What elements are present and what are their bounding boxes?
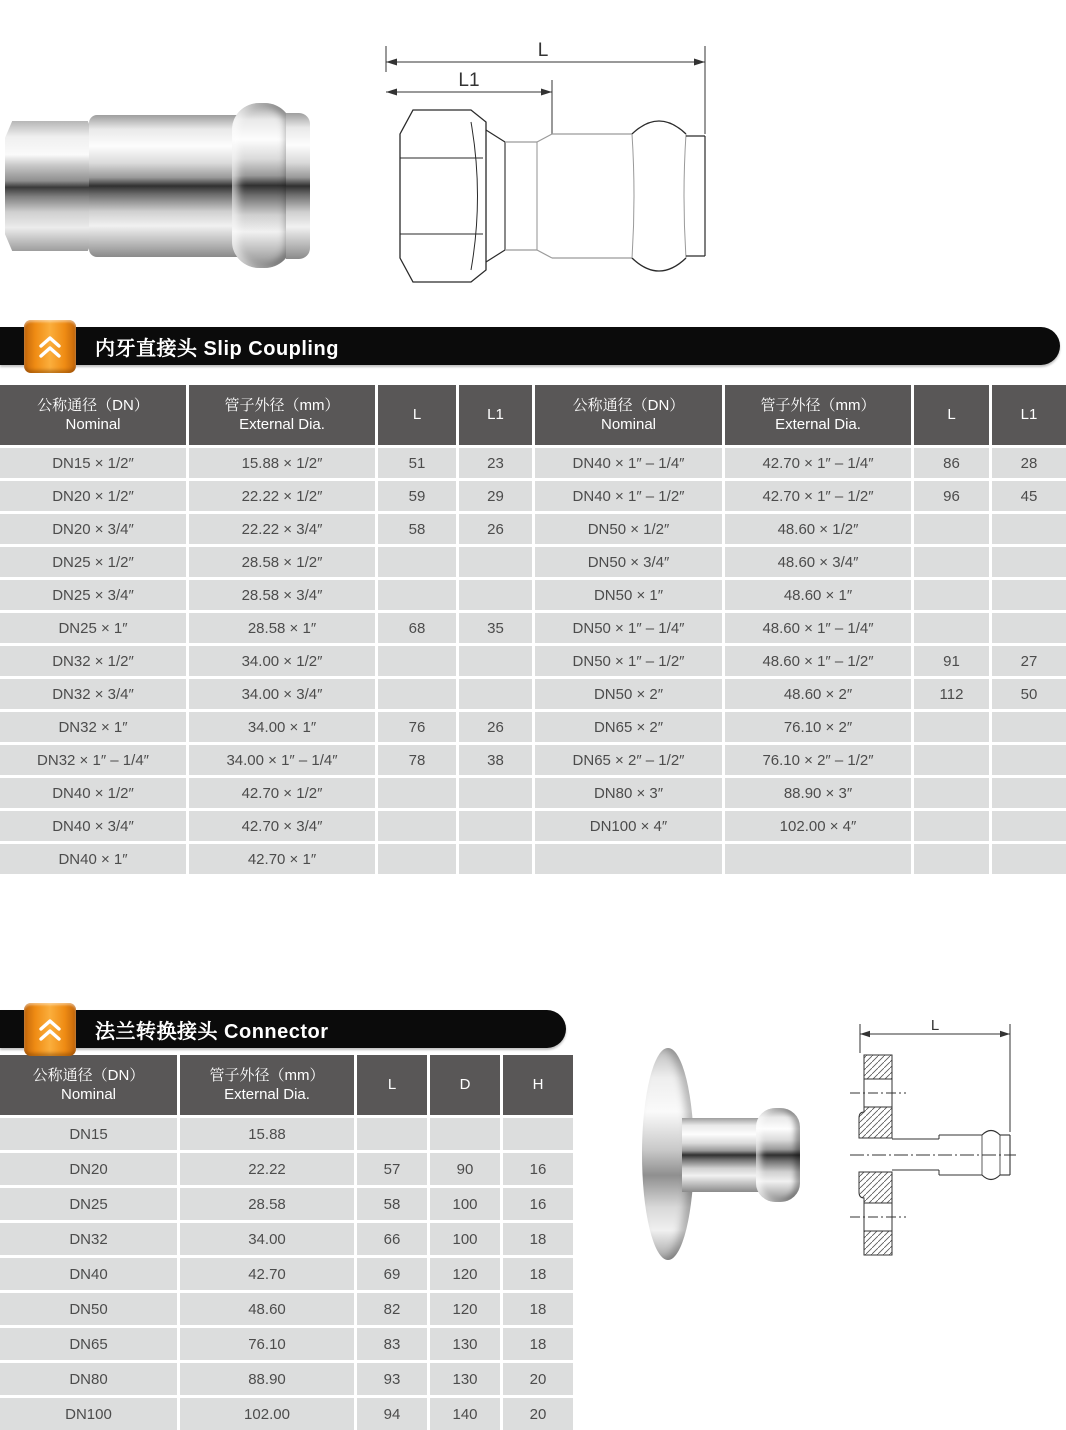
table-cell: 15.88 × 1/2″ bbox=[189, 448, 375, 478]
section-title: 法兰转换接头 Connector bbox=[95, 1020, 329, 1043]
table-cell: DN65 × 2″ bbox=[535, 712, 722, 742]
connector-drawing bbox=[848, 1017, 1018, 1270]
table-cell: DN32 × 1/2″ bbox=[0, 646, 186, 676]
table-cell bbox=[503, 1118, 573, 1150]
table-cell: 94 bbox=[357, 1398, 427, 1430]
table-cell: DN15 bbox=[0, 1118, 177, 1150]
table-cell bbox=[378, 778, 456, 808]
table-cell: DN32 × 1″ bbox=[0, 712, 186, 742]
column-header: L bbox=[357, 1055, 427, 1115]
table-cell: DN40 bbox=[0, 1258, 177, 1290]
table-cell: 28.58 × 1/2″ bbox=[189, 547, 375, 577]
slip-coupling-table bbox=[0, 385, 1066, 874]
photo-end-cap bbox=[286, 113, 310, 259]
table-cell bbox=[992, 811, 1066, 841]
chevron-up-double-icon bbox=[37, 1017, 63, 1043]
table-cell: 22.22 bbox=[180, 1153, 354, 1185]
table-cell: 58 bbox=[357, 1188, 427, 1220]
table-cell bbox=[357, 1118, 427, 1150]
table-cell: 140 bbox=[430, 1398, 500, 1430]
table-cell: 88.90 × 3″ bbox=[725, 778, 911, 808]
table-cell: 51 bbox=[378, 448, 456, 478]
table-cell: 45 bbox=[992, 481, 1066, 511]
table-cell: 28.58 bbox=[180, 1188, 354, 1220]
table-cell: DN25 × 1″ bbox=[0, 613, 186, 643]
table-cell: 102.00 × 4″ bbox=[725, 811, 911, 841]
table-cell bbox=[430, 1118, 500, 1150]
table-cell: 112 bbox=[914, 679, 989, 709]
table-cell bbox=[459, 547, 532, 577]
table-cell: DN50 × 1″ bbox=[535, 580, 722, 610]
table-cell bbox=[992, 580, 1066, 610]
table-cell: 18 bbox=[503, 1223, 573, 1255]
photo-body bbox=[89, 115, 239, 257]
table-cell: 22.22 × 1/2″ bbox=[189, 481, 375, 511]
table-cell: 20 bbox=[503, 1398, 573, 1430]
table-cell bbox=[378, 844, 456, 874]
table-cell: 48.60 × 1″ – 1/2″ bbox=[725, 646, 911, 676]
column-header: D bbox=[430, 1055, 500, 1115]
table-cell: 82 bbox=[357, 1293, 427, 1325]
table-cell: 18 bbox=[503, 1258, 573, 1290]
table-cell bbox=[914, 547, 989, 577]
photo-press-bulge bbox=[232, 103, 292, 268]
table-cell: 76.10 × 2″ bbox=[725, 712, 911, 742]
table-cell: DN50 × 3/4″ bbox=[535, 547, 722, 577]
table-cell: 27 bbox=[992, 646, 1066, 676]
table-cell: DN20 × 1/2″ bbox=[0, 481, 186, 511]
table-cell: 120 bbox=[430, 1258, 500, 1290]
table-cell: DN40 × 3/4″ bbox=[0, 811, 186, 841]
table-cell: 66 bbox=[357, 1223, 427, 1255]
table-cell bbox=[914, 811, 989, 841]
column-header: L1 bbox=[459, 385, 532, 445]
table-cell: 130 bbox=[430, 1328, 500, 1360]
table-cell bbox=[992, 712, 1066, 742]
table-cell bbox=[992, 613, 1066, 643]
table-cell bbox=[459, 844, 532, 874]
table-cell: 28 bbox=[992, 448, 1066, 478]
table-cell: DN50 × 1/2″ bbox=[535, 514, 722, 544]
table-cell: DN32 × 1″ – 1/4″ bbox=[0, 745, 186, 775]
column-header: 公称通径（DN） Nominal bbox=[0, 1055, 177, 1115]
table-cell: DN40 × 1″ – 1/4″ bbox=[535, 448, 722, 478]
table-cell: DN65 × 2″ – 1/2″ bbox=[535, 745, 722, 775]
table-cell bbox=[459, 679, 532, 709]
table-cell: 78 bbox=[378, 745, 456, 775]
table-cell: 20 bbox=[503, 1363, 573, 1395]
table-cell: DN50 bbox=[0, 1293, 177, 1325]
table-cell: DN40 × 1″ bbox=[0, 844, 186, 874]
table-cell: DN20 bbox=[0, 1153, 177, 1185]
table-cell: 48.60 × 1″ – 1/4″ bbox=[725, 613, 911, 643]
photo-hex-nut bbox=[5, 121, 95, 251]
table-cell: 42.70 × 1″ – 1/4″ bbox=[725, 448, 911, 478]
table-cell: 59 bbox=[378, 481, 456, 511]
table-cell: DN50 × 2″ bbox=[535, 679, 722, 709]
column-header: L bbox=[914, 385, 989, 445]
section-title: 内牙直接头 Slip Coupling bbox=[95, 337, 339, 360]
table-cell: 16 bbox=[503, 1188, 573, 1220]
table-cell: 69 bbox=[357, 1258, 427, 1290]
table-cell: 23 bbox=[459, 448, 532, 478]
column-header: 管子外径（mm） External Dia. bbox=[725, 385, 911, 445]
table-cell: 42.70 bbox=[180, 1258, 354, 1290]
table-cell bbox=[914, 613, 989, 643]
table-cell bbox=[992, 844, 1066, 874]
table-cell: 42.70 × 3/4″ bbox=[189, 811, 375, 841]
table-cell: 18 bbox=[503, 1293, 573, 1325]
column-header: 管子外径（mm） External Dia. bbox=[189, 385, 375, 445]
table-cell bbox=[725, 844, 911, 874]
table-cell: 34.00 × 1″ bbox=[189, 712, 375, 742]
table-cell bbox=[992, 514, 1066, 544]
table-cell: 48.60 × 3/4″ bbox=[725, 547, 911, 577]
table-cell: 28.58 × 3/4″ bbox=[189, 580, 375, 610]
table-cell: DN25 × 3/4″ bbox=[0, 580, 186, 610]
slip-coupling-drawing bbox=[383, 38, 708, 288]
table-cell: 88.90 bbox=[180, 1363, 354, 1395]
table-cell: 102.00 bbox=[180, 1398, 354, 1430]
table-cell: DN65 bbox=[0, 1328, 177, 1360]
table-cell: 48.60 × 2″ bbox=[725, 679, 911, 709]
connector-table bbox=[0, 1055, 573, 1430]
table-cell: 120 bbox=[430, 1293, 500, 1325]
table-cell bbox=[914, 514, 989, 544]
table-cell bbox=[378, 679, 456, 709]
table-cell: 50 bbox=[992, 679, 1066, 709]
table-cell: 76.10 × 2″ – 1/2″ bbox=[725, 745, 911, 775]
table-cell: DN15 × 1/2″ bbox=[0, 448, 186, 478]
table-cell: 18 bbox=[503, 1328, 573, 1360]
table-cell: DN32 × 3/4″ bbox=[0, 679, 186, 709]
dim-label-L: L bbox=[930, 1017, 940, 1034]
table-cell: 48.60 bbox=[180, 1293, 354, 1325]
table-cell: DN25 × 1/2″ bbox=[0, 547, 186, 577]
table-cell: DN50 × 1″ – 1/4″ bbox=[535, 613, 722, 643]
table-cell bbox=[535, 844, 722, 874]
table-cell: 68 bbox=[378, 613, 456, 643]
table-cell: 86 bbox=[914, 448, 989, 478]
table-cell bbox=[914, 778, 989, 808]
table-cell: 100 bbox=[430, 1223, 500, 1255]
table-cell: 57 bbox=[357, 1153, 427, 1185]
table-cell bbox=[992, 547, 1066, 577]
table-cell bbox=[378, 811, 456, 841]
table-cell bbox=[459, 778, 532, 808]
table-cell: 34.00 × 1″ – 1/4″ bbox=[189, 745, 375, 775]
table-cell: 42.70 × 1″ – 1/2″ bbox=[725, 481, 911, 511]
table-cell bbox=[378, 547, 456, 577]
table-cell: DN40 × 1″ – 1/2″ bbox=[535, 481, 722, 511]
table-cell bbox=[914, 745, 989, 775]
table-cell: 93 bbox=[357, 1363, 427, 1395]
table-cell: 38 bbox=[459, 745, 532, 775]
table-cell: 48.60 × 1″ bbox=[725, 580, 911, 610]
column-header: 公称通径（DN） Nominal bbox=[0, 385, 186, 445]
table-cell: 100 bbox=[430, 1188, 500, 1220]
table-cell: 15.88 bbox=[180, 1118, 354, 1150]
table-cell bbox=[459, 646, 532, 676]
table-cell: 42.70 × 1/2″ bbox=[189, 778, 375, 808]
table-cell: DN80 × 3″ bbox=[535, 778, 722, 808]
table-cell: 34.00 × 1/2″ bbox=[189, 646, 375, 676]
column-header: L bbox=[378, 385, 456, 445]
table-cell: 42.70 × 1″ bbox=[189, 844, 375, 874]
table-cell bbox=[914, 580, 989, 610]
table-cell bbox=[992, 745, 1066, 775]
table-cell bbox=[459, 580, 532, 610]
table-cell: 58 bbox=[378, 514, 456, 544]
table-cell: 48.60 × 1/2″ bbox=[725, 514, 911, 544]
table-cell bbox=[914, 844, 989, 874]
column-header: 公称通径（DN） Nominal bbox=[535, 385, 722, 445]
table-cell bbox=[914, 712, 989, 742]
table-cell: DN40 × 1/2″ bbox=[0, 778, 186, 808]
column-header: 管子外径（mm） External Dia. bbox=[180, 1055, 354, 1115]
table-cell: 16 bbox=[503, 1153, 573, 1185]
connector-photo bbox=[638, 1048, 818, 1263]
table-cell: 35 bbox=[459, 613, 532, 643]
section-badge bbox=[24, 1003, 76, 1056]
slip-coupling-photo bbox=[5, 103, 310, 268]
table-cell: 130 bbox=[430, 1363, 500, 1395]
column-header: H bbox=[503, 1055, 573, 1115]
table-cell: 26 bbox=[459, 712, 532, 742]
table-cell: 28.58 × 1″ bbox=[189, 613, 375, 643]
table-cell: 90 bbox=[430, 1153, 500, 1185]
table-cell: 76 bbox=[378, 712, 456, 742]
table-cell: 34.00 × 3/4″ bbox=[189, 679, 375, 709]
table-cell: 29 bbox=[459, 481, 532, 511]
table-cell: DN100 × 4″ bbox=[535, 811, 722, 841]
photo-hub bbox=[682, 1118, 762, 1192]
table-cell: DN100 bbox=[0, 1398, 177, 1430]
photo-press-bulge bbox=[756, 1108, 800, 1202]
table-cell: 96 bbox=[914, 481, 989, 511]
table-cell: 34.00 bbox=[180, 1223, 354, 1255]
table-cell: 22.22 × 3/4″ bbox=[189, 514, 375, 544]
section-badge bbox=[24, 320, 76, 373]
table-cell: DN20 × 3/4″ bbox=[0, 514, 186, 544]
section-banner-connector bbox=[0, 1010, 566, 1048]
section-banner-slip-coupling bbox=[0, 327, 1060, 365]
table-cell bbox=[459, 811, 532, 841]
dim-label-L1: L1 bbox=[458, 70, 480, 91]
table-cell: DN32 bbox=[0, 1223, 177, 1255]
column-header: L1 bbox=[992, 385, 1066, 445]
table-cell: DN25 bbox=[0, 1188, 177, 1220]
table-cell: DN50 × 1″ – 1/2″ bbox=[535, 646, 722, 676]
table-cell: 91 bbox=[914, 646, 989, 676]
table-cell bbox=[378, 580, 456, 610]
table-cell: 76.10 bbox=[180, 1328, 354, 1360]
table-cell: 26 bbox=[459, 514, 532, 544]
table-cell: 83 bbox=[357, 1328, 427, 1360]
dim-label-L: L bbox=[537, 40, 549, 61]
chevron-up-double-icon bbox=[37, 334, 63, 360]
table-cell bbox=[992, 778, 1066, 808]
table-cell bbox=[378, 646, 456, 676]
table-cell: DN80 bbox=[0, 1363, 177, 1395]
